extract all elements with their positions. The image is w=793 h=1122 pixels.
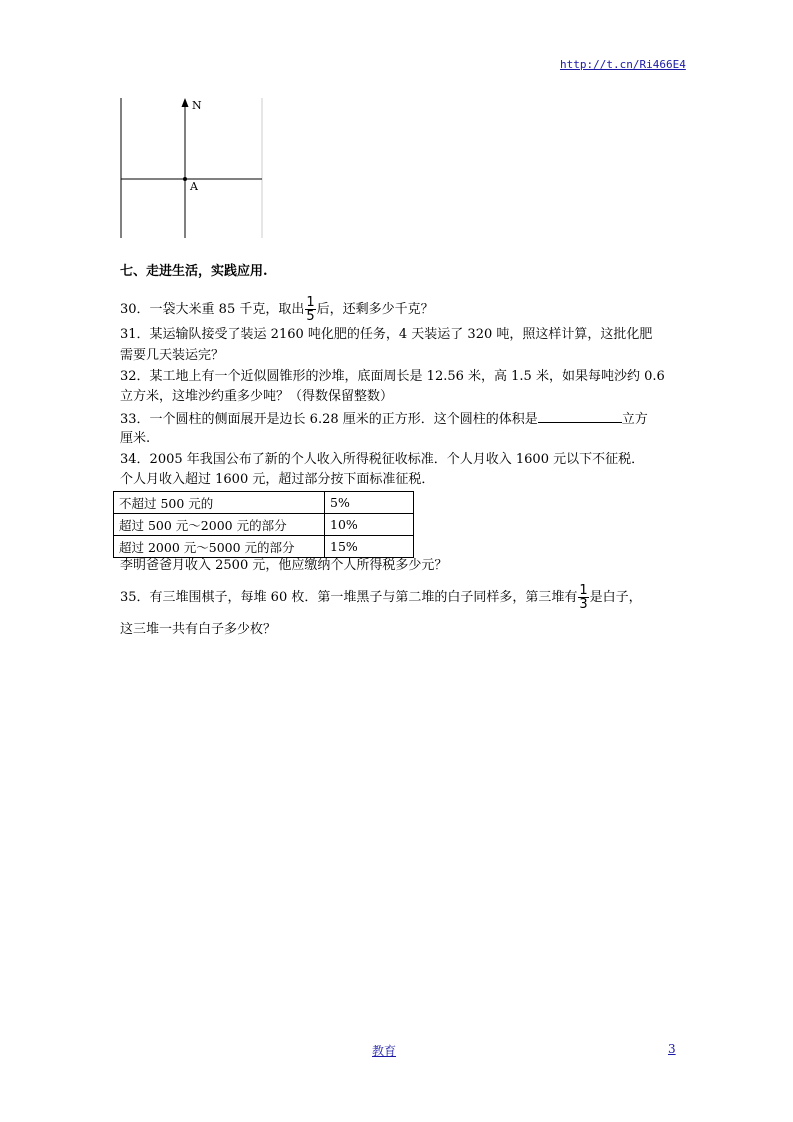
- q35-text-after: 是白子，: [589, 590, 642, 605]
- north-arrow-icon: [182, 98, 189, 107]
- q33-answer-blank[interactable]: [538, 408, 622, 423]
- direction-figure: [115, 95, 270, 243]
- table-cell-range: 超过 2000 元～5000 元的部分: [114, 536, 325, 558]
- table-cell-rate: 5%: [325, 492, 414, 514]
- page-number[interactable]: 3: [668, 1042, 676, 1056]
- question-32-line1: 32．某工地上有一个近似圆锥形的沙堆，底面周长是 12.56 米，高 1.5 米，如果每吨沙约 0.6: [120, 369, 665, 384]
- q35-fraction: [578, 584, 588, 611]
- footer-education-link[interactable]: 教育: [372, 1044, 397, 1058]
- table-cell-rate: 15%: [325, 536, 414, 558]
- question-30: [120, 296, 434, 324]
- question-35-line1: [120, 584, 642, 612]
- question-33-line1: [120, 408, 648, 430]
- q35-text-before: 35．有三堆围棋子，每堆 60 枚．第一堆黑子与第二堆的白子同样多，第三堆有: [120, 590, 578, 605]
- table-cell-rate: 10%: [325, 514, 414, 536]
- north-label: N: [192, 99, 202, 112]
- question-34-line2: 个人月收入超过 1600 元，超过部分按下面标准征税．: [120, 472, 435, 487]
- table-cell-range: 超过 500 元～2000 元的部分: [114, 514, 325, 536]
- section-title: 七、走进生活，实践应用.: [120, 264, 268, 279]
- q30-denominator: 5: [306, 309, 315, 324]
- table-cell-range: 不超过 500 元的: [114, 492, 325, 514]
- table-row: [114, 514, 414, 536]
- question-35-line2: 这三堆一共有白子多少枚？: [120, 622, 277, 637]
- q33-text-after: 立方: [621, 412, 648, 427]
- table-row: [114, 492, 414, 514]
- point-a-dot: [183, 177, 187, 181]
- header-url-link[interactable]: http://t.cn/Ri466E4: [560, 58, 686, 71]
- q30-numerator: 1: [306, 295, 315, 310]
- q30-text-after: 后，还剩多少千克？: [316, 302, 434, 317]
- question-33-line2: 厘米.: [120, 431, 151, 446]
- question-31-line2: 需要几天装运完？: [120, 348, 225, 363]
- table-row: [114, 536, 414, 558]
- point-a-label: A: [190, 180, 198, 193]
- q30-text-before: 30．一袋大米重 85 千克，取出: [120, 302, 305, 317]
- tax-rate-table: [113, 491, 414, 558]
- question-34-line1: 34．2005 年我国公布了新的个人收入所得税征收标准．个人月收入 1600 元以下不征税．: [120, 452, 645, 467]
- q30-fraction: [305, 296, 315, 323]
- question-34-question: 李明爸爸月收入 2500 元，他应缴纳个人所得税多少元？: [120, 558, 448, 573]
- q35-denominator: 3: [579, 597, 588, 612]
- question-32-line2: 立方米，这堆沙约重多少吨？（得数保留整数）: [120, 389, 394, 404]
- question-31-line1: 31．某运输队接受了装运 2160 吨化肥的任务，4 天装运了 320 吨，照这样计算，这批化肥: [120, 327, 653, 342]
- q35-numerator: 1: [579, 583, 588, 598]
- q33-text-before: 33．一个圆柱的侧面展开是边长 6.28 厘米的正方形．这个圆柱的体积是: [120, 412, 538, 427]
